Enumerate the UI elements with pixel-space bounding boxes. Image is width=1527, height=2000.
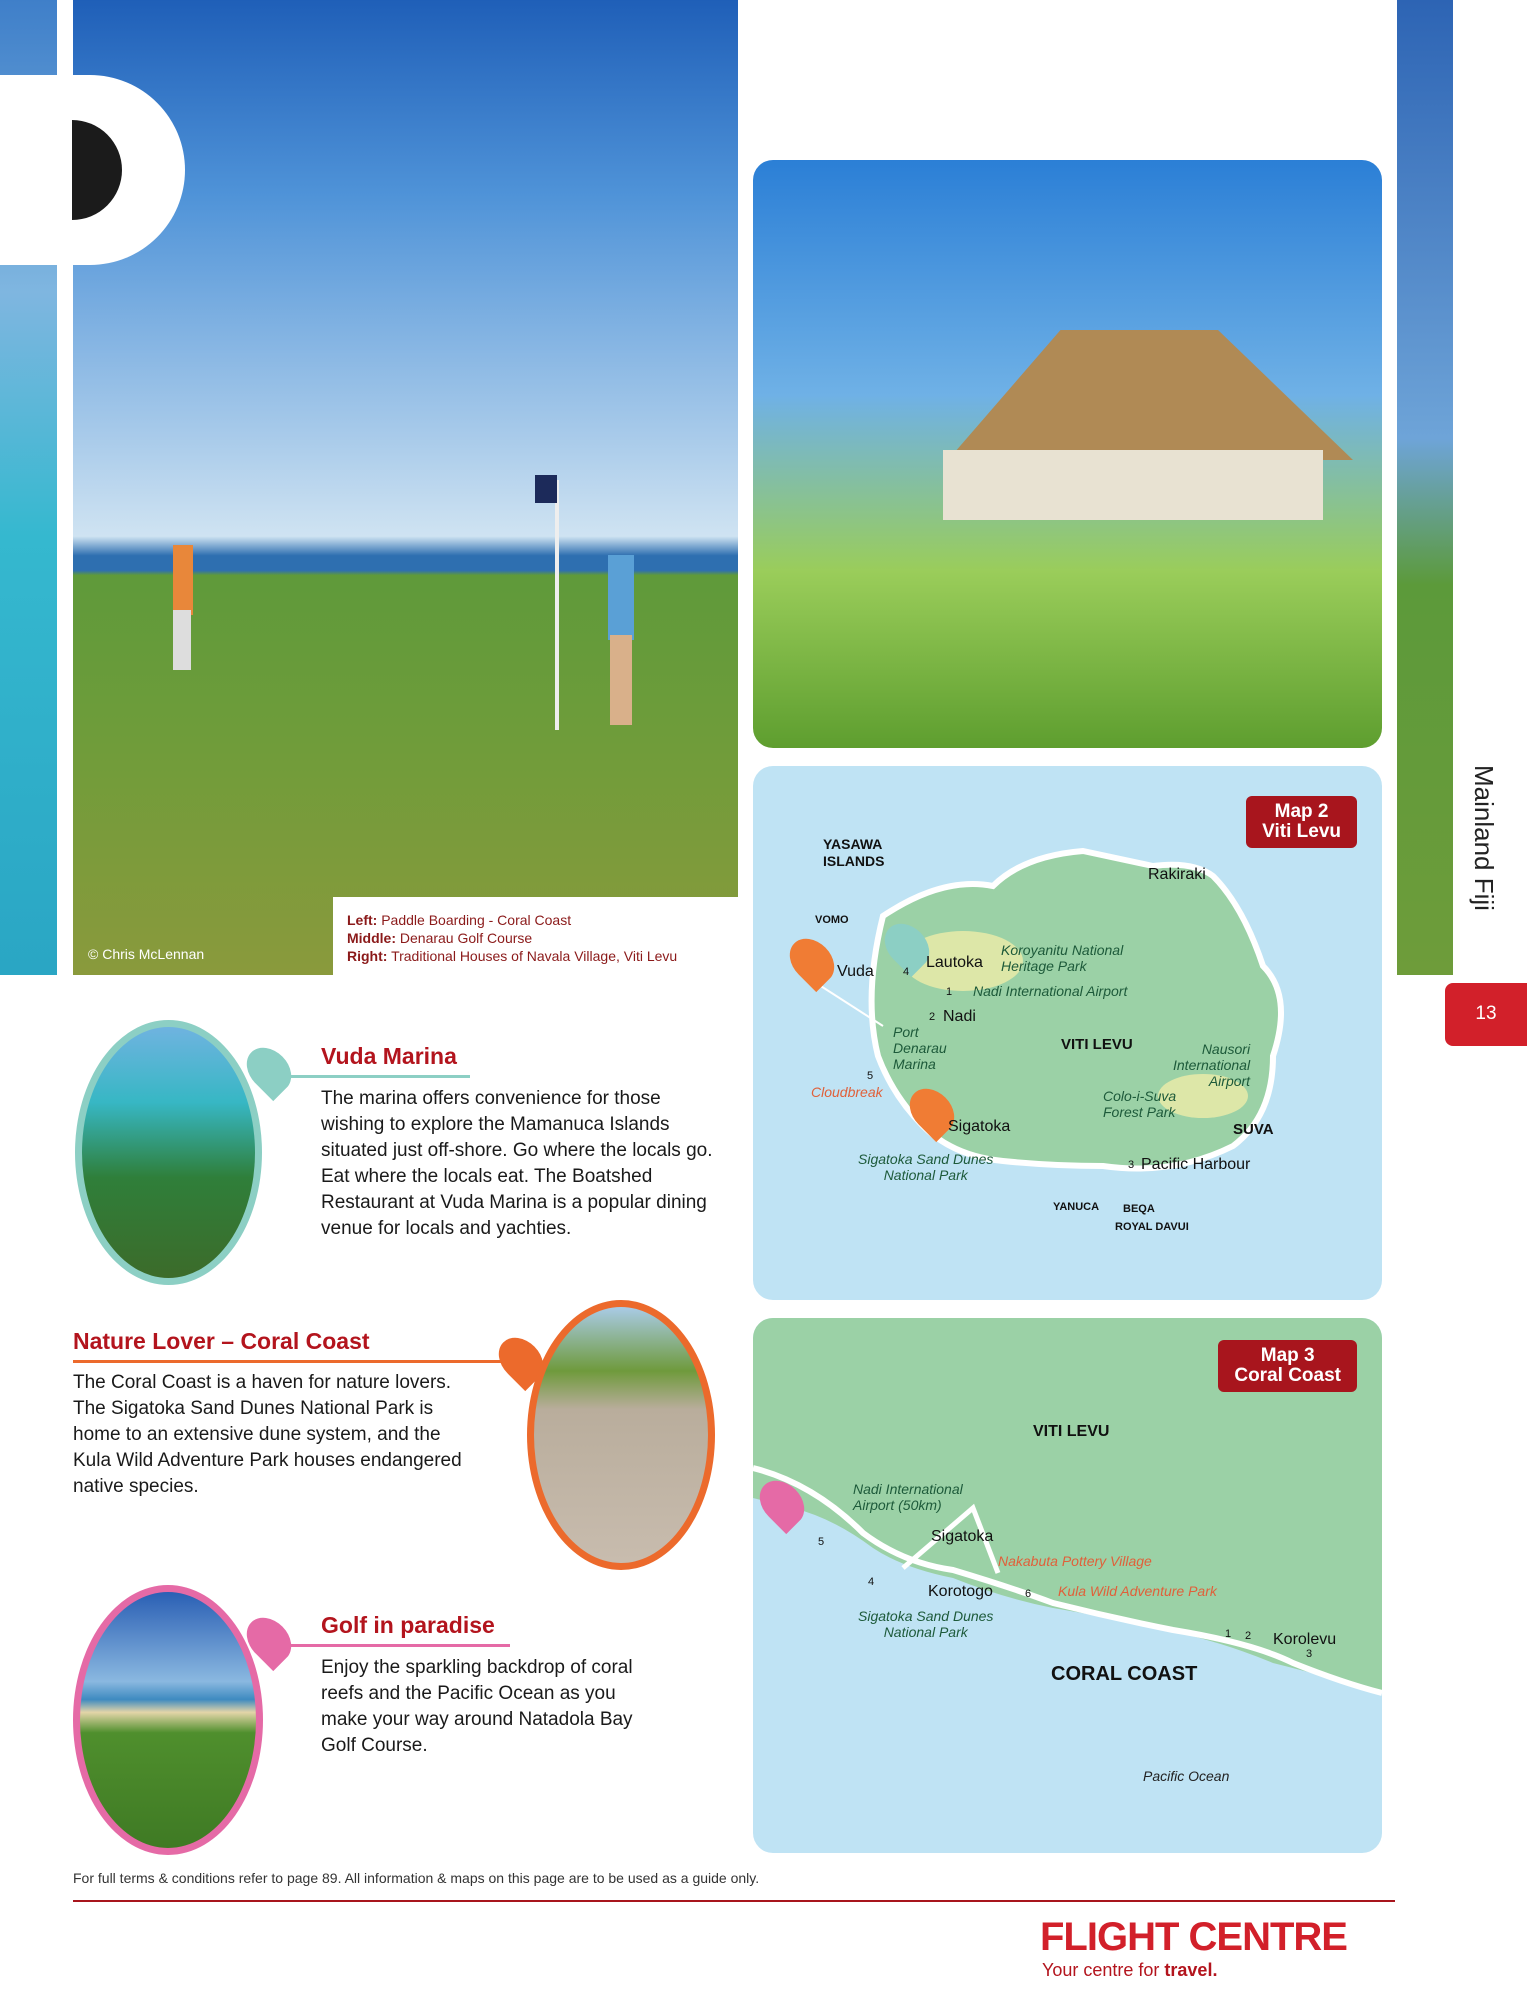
terms-note: For full terms & conditions refer to page 89. All information & maps on this page are to be used as a guide only.: [73, 1870, 760, 1886]
marker-1: 1: [946, 986, 953, 998]
label-koroyanitu: Koroyanitu National Heritage Park: [1001, 942, 1124, 974]
label-nadi: Nadi: [943, 1008, 976, 1025]
label-vomo: VOMO: [815, 914, 849, 926]
marker-3: 3: [1128, 1159, 1135, 1171]
label-beqa: BEQA: [1123, 1203, 1155, 1215]
footer-divider: [73, 1900, 1395, 1902]
flight-centre-logo: FLIGHT CENTRE: [1040, 1915, 1347, 1959]
marker-6: 6: [1025, 1588, 1032, 1600]
sand-dunes-photo: [527, 1300, 715, 1570]
navala-side-photo: [1397, 0, 1453, 975]
label-lautoka: Lautoka: [926, 954, 983, 971]
map-viti-levu: [753, 766, 1382, 1300]
section-text-vuda: The marina offers convenience for those wishing to explore the Mamanuca Islands situated just off-shore. Go where the locals go. Eat where the locals eat. The Boatshed Restaurant at Vuda Marina is a popular dining venue for locals and yachties.: [321, 1088, 713, 1239]
vuda-marina-photo: [75, 1020, 262, 1285]
label-nakabuta: Nakabuta Pottery Village: [998, 1553, 1152, 1569]
photo-captions: [333, 897, 738, 975]
photo-credit: © Chris McLennan: [88, 946, 205, 962]
label-vuda: Vuda: [837, 963, 874, 980]
label-pacific-harbour: Pacific Harbour: [1141, 1156, 1251, 1173]
label-yasawa: YASAWA ISLANDS: [823, 836, 885, 869]
marker-4: 4: [868, 1576, 875, 1588]
map3-tag: Map 3 Coral Coast: [1218, 1340, 1357, 1392]
divider: [285, 1075, 470, 1078]
label-sigatoka: Sigatoka: [948, 1118, 1011, 1135]
section-title-vuda: Vuda Marina: [321, 1043, 457, 1069]
label-nadi-airport: Nadi International Airport: [973, 983, 1128, 999]
marker-5: 5: [867, 1070, 874, 1082]
brand-tagline: Your centre for travel.: [1042, 1960, 1218, 1980]
divider: [285, 1644, 510, 1647]
caption-middle: Middle: Denarau Golf Course: [347, 930, 533, 946]
label-viti-levu: VITI LEVU: [1033, 1423, 1110, 1440]
label-korotogo: Korotogo: [928, 1583, 993, 1600]
marker-2: 2: [1245, 1630, 1252, 1642]
label-sigatoka: Sigatoka: [931, 1528, 994, 1545]
label-port-denarau: Port Denarau Marina: [893, 1024, 947, 1072]
label-sigatoka-dunes: Sigatoka Sand Dunes National Park: [858, 1608, 994, 1640]
label-viti-levu: VITI LEVU: [1061, 1036, 1133, 1053]
label-pacific-ocean: Pacific Ocean: [1143, 1768, 1230, 1784]
decorative-letter-d: [0, 75, 185, 265]
map-coral-coast: [753, 1318, 1382, 1853]
label-sigatoka-dunes: Sigatoka Sand Dunes National Park: [858, 1151, 994, 1183]
golf-natadola-photo: [73, 1585, 263, 1855]
marker-5: 5: [818, 1536, 825, 1548]
label-nadi-airport: Nadi International Airport (50km): [853, 1481, 963, 1513]
label-suva: SUVA: [1233, 1121, 1274, 1138]
caption-right: Right: Traditional Houses of Navala Village, Viti Levu: [347, 948, 678, 964]
label-nausori: Nausori International Airport: [1173, 1041, 1251, 1089]
caption-left: Left: Paddle Boarding - Coral Coast: [347, 912, 572, 928]
section-title-golf: Golf in paradise: [321, 1612, 495, 1638]
navala-village-photo: [753, 160, 1382, 748]
label-coral-coast: CORAL COAST: [1051, 1663, 1198, 1685]
marker-2: 2: [929, 1011, 936, 1023]
label-cloudbreak: Cloudbreak: [811, 1084, 883, 1100]
label-colo-i-suva: Colo-i-Suva Forest Park: [1103, 1088, 1177, 1120]
marker-4: 4: [903, 966, 910, 978]
label-rakiraki: Rakiraki: [1148, 866, 1206, 883]
label-yanuca: YANUCA: [1053, 1201, 1100, 1213]
marker-1: 1: [1225, 1628, 1232, 1640]
label-kula: Kula Wild Adventure Park: [1058, 1583, 1217, 1599]
section-text-nature: The Coral Coast is a haven for nature lovers. The Sigatoka Sand Dunes National Park is home to an extensive dune system, and the Kula Wild Adventure Park houses endangered native species.: [73, 1372, 462, 1497]
map2-tag: Map 2 Viti Levu: [1246, 796, 1357, 848]
divider: [73, 1360, 513, 1363]
section-title-nature: Nature Lover – Coral Coast: [73, 1328, 370, 1354]
marker-3: 3: [1306, 1648, 1313, 1660]
label-royal-davui: ROYAL DAVUI: [1115, 1221, 1189, 1233]
label-korolevu: Korolevu: [1273, 1631, 1337, 1648]
section-text-golf: Enjoy the sparkling backdrop of coral reefs and the Pacific Ocean as you make your way around Natadola Bay Golf Course.: [321, 1657, 633, 1756]
section-side-title: Mainland Fiji: [1469, 765, 1499, 911]
page-number: 13: [1445, 983, 1527, 1046]
